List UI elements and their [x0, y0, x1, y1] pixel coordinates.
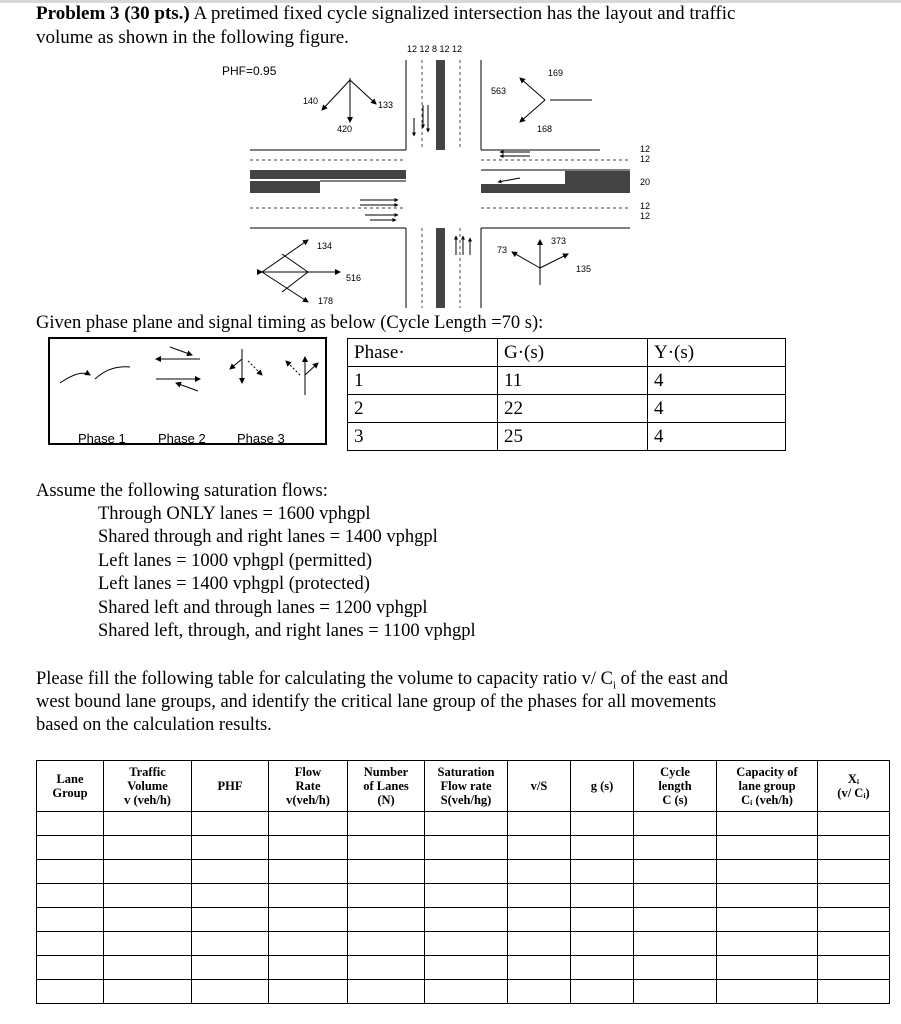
- calc-cell[interactable]: [425, 812, 508, 836]
- calc-cell[interactable]: [37, 884, 104, 908]
- calc-cell[interactable]: [104, 980, 192, 1004]
- wb-through-volume: 169: [548, 68, 564, 78]
- instructions-line2: west bound lane groups, and identify the critical lane group of the phases for all movements: [36, 692, 717, 712]
- calc-cell[interactable]: [571, 884, 634, 908]
- calc-cell[interactable]: [818, 836, 890, 860]
- calc-row: [37, 980, 890, 1004]
- nb-right-volume: 135: [576, 264, 592, 274]
- calc-cell[interactable]: [634, 884, 717, 908]
- calc-header-cell: [634, 761, 717, 812]
- timing-row: [348, 423, 786, 451]
- right-width-2: 12: [640, 154, 651, 164]
- calc-header-text: Saturation: [437, 765, 495, 779]
- calc-cell[interactable]: [104, 812, 192, 836]
- calc-cell[interactable]: [348, 812, 425, 836]
- calc-cell[interactable]: [269, 836, 348, 860]
- problem-heading: [36, 2, 886, 25]
- calc-cell[interactable]: [717, 980, 818, 1004]
- signal-timing-table: [347, 338, 786, 451]
- timing-cell: 11: [498, 367, 648, 395]
- calc-header-text: v/S: [530, 779, 548, 793]
- calc-cell[interactable]: [634, 932, 717, 956]
- calc-cell[interactable]: [37, 860, 104, 884]
- instructions-line1-subscript: i: [612, 679, 616, 692]
- west-median-left-lane: [250, 181, 320, 193]
- timing-cell: 4: [648, 395, 786, 423]
- eb-through-volume: 516: [346, 273, 362, 283]
- calc-header-row: [37, 761, 890, 812]
- calc-cell[interactable]: [348, 860, 425, 884]
- calc-row: [37, 860, 890, 884]
- sb-right-volume: 133: [378, 100, 394, 110]
- calc-cell[interactable]: [508, 980, 571, 1004]
- saturation-line: Through ONLY lanes = 1600 vphgpl: [98, 504, 371, 524]
- instructions-line1-end: of the east and: [616, 669, 728, 689]
- eb-right-volume: 178: [318, 296, 334, 306]
- calc-header-cell: [192, 761, 269, 812]
- nb-through-volume: 373: [551, 236, 567, 246]
- calc-header-cell: [508, 761, 571, 812]
- sb-left-volume: 140: [303, 96, 319, 106]
- calc-cell[interactable]: [634, 908, 717, 932]
- wb-left-volume: 563: [491, 86, 507, 96]
- calc-cell[interactable]: [818, 980, 890, 1004]
- calc-cell[interactable]: [571, 860, 634, 884]
- phase-plan-box: [48, 337, 327, 445]
- calc-cell[interactable]: [104, 860, 192, 884]
- calc-cell[interactable]: [634, 980, 717, 1004]
- calc-cell[interactable]: [192, 908, 269, 932]
- calc-cell[interactable]: [717, 956, 818, 980]
- timing-cell: 25: [498, 423, 648, 451]
- calc-header-text: g (s): [590, 779, 614, 793]
- calc-cell[interactable]: [37, 932, 104, 956]
- calc-row: [37, 956, 890, 980]
- wb-right-volume: 168: [537, 124, 553, 134]
- calc-cell[interactable]: [508, 932, 571, 956]
- calc-cell[interactable]: [717, 908, 818, 932]
- calc-header-text: length: [658, 779, 692, 793]
- calc-cell[interactable]: [104, 932, 192, 956]
- calc-header-text: (N): [377, 793, 395, 807]
- calculation-table: [36, 760, 890, 1004]
- timing-cell: 1: [348, 367, 498, 395]
- calc-cell[interactable]: [269, 812, 348, 836]
- west-median-top: [250, 170, 406, 179]
- north-median: [436, 60, 445, 150]
- calc-header-text: v (veh/h): [124, 793, 171, 807]
- calc-header-text: Number: [363, 765, 409, 779]
- calc-row: [37, 836, 890, 860]
- calc-header-text: Xᵢ: [847, 772, 860, 786]
- timing-cell: 2: [348, 395, 498, 423]
- calc-header-text: lane group: [738, 779, 796, 793]
- calc-cell[interactable]: [508, 812, 571, 836]
- calc-row: [37, 932, 890, 956]
- right-width-5: 12: [640, 211, 651, 221]
- calc-cell[interactable]: [818, 812, 890, 836]
- saturation-line: Shared through and right lanes = 1400 vphgpl: [98, 527, 438, 547]
- instructions-line1-text: Please fill the following table for calculating the volume to capacity ratio v/ C: [36, 669, 613, 689]
- calc-cell[interactable]: [425, 836, 508, 860]
- calc-header-cell: [717, 761, 818, 812]
- calc-cell[interactable]: [425, 980, 508, 1004]
- calc-header-cell: [269, 761, 348, 812]
- saturation-line: Shared left and through lanes = 1200 vphgpl: [98, 598, 428, 618]
- calc-cell[interactable]: [571, 932, 634, 956]
- calc-cell[interactable]: [425, 860, 508, 884]
- calc-cell[interactable]: [634, 860, 717, 884]
- calc-cell[interactable]: [104, 908, 192, 932]
- problem-number: Problem 3 (30 pts.): [36, 3, 190, 24]
- timing-row: [348, 395, 786, 423]
- calc-cell[interactable]: [192, 980, 269, 1004]
- calc-cell[interactable]: [425, 908, 508, 932]
- timing-header-yellow: Y·(s): [648, 339, 786, 367]
- calc-cell[interactable]: [634, 956, 717, 980]
- calc-cell[interactable]: [37, 812, 104, 836]
- timing-header-phase: Phase·: [348, 339, 498, 367]
- calc-row: [37, 908, 890, 932]
- eb-left-volume: 134: [317, 241, 333, 251]
- instructions-line3: based on the calculation results.: [36, 715, 272, 735]
- calc-cell[interactable]: [571, 908, 634, 932]
- east-median-bottom: [481, 184, 630, 193]
- calc-row: [37, 884, 890, 908]
- calc-header-cell: [818, 761, 890, 812]
- calc-cell[interactable]: [269, 980, 348, 1004]
- timing-caption: Given phase plane and signal timing as below (Cycle Length =70 s):: [36, 313, 544, 333]
- problem-intro-line1: A pretimed fixed cycle signalized intersection has the layout and traffic: [189, 3, 736, 24]
- timing-header-green: G·(s): [498, 339, 648, 367]
- calc-cell[interactable]: [192, 860, 269, 884]
- calc-header-text: Group: [52, 786, 88, 800]
- timing-cell: 22: [498, 395, 648, 423]
- calc-cell[interactable]: [717, 812, 818, 836]
- calc-cell[interactable]: [37, 956, 104, 980]
- calc-cell[interactable]: [269, 956, 348, 980]
- calc-cell[interactable]: [425, 956, 508, 980]
- calc-cell[interactable]: [348, 884, 425, 908]
- calc-cell[interactable]: [37, 908, 104, 932]
- calc-body: [37, 812, 890, 1004]
- timing-row: [348, 367, 786, 395]
- right-width-3: 20: [640, 177, 651, 187]
- calc-cell[interactable]: [508, 860, 571, 884]
- calc-cell[interactable]: [818, 860, 890, 884]
- calc-cell[interactable]: [269, 860, 348, 884]
- calc-header-text: Flow: [294, 765, 322, 779]
- calc-header-text: Cᵢ (veh/h): [741, 793, 793, 807]
- calc-cell[interactable]: [192, 932, 269, 956]
- phf-label: PHF=0.95: [222, 64, 277, 78]
- calc-cell[interactable]: [192, 836, 269, 860]
- saturation-line: Left lanes = 1000 vphgpl (permitted): [98, 551, 372, 571]
- calc-header-text: Rate: [295, 779, 321, 793]
- calc-cell[interactable]: [508, 956, 571, 980]
- calc-header-text: Capacity of: [736, 765, 798, 779]
- calc-header-cell: [348, 761, 425, 812]
- calc-cell[interactable]: [571, 956, 634, 980]
- phase-3-label: Phase 3: [237, 431, 285, 446]
- calc-cell[interactable]: [818, 956, 890, 980]
- intersection-figure: [200, 40, 670, 315]
- calc-cell[interactable]: [508, 908, 571, 932]
- calc-cell[interactable]: [269, 932, 348, 956]
- calc-cell[interactable]: [818, 932, 890, 956]
- calc-cell[interactable]: [269, 884, 348, 908]
- calc-cell[interactable]: [571, 980, 634, 1004]
- calc-cell[interactable]: [348, 908, 425, 932]
- calc-cell[interactable]: [37, 980, 104, 1004]
- calc-cell[interactable]: [425, 884, 508, 908]
- calc-cell[interactable]: [348, 980, 425, 1004]
- calc-cell[interactable]: [571, 812, 634, 836]
- calc-cell[interactable]: [717, 836, 818, 860]
- calc-cell[interactable]: [634, 812, 717, 836]
- calc-header-text: Traffic: [129, 765, 166, 779]
- timing-header-row: [348, 339, 786, 367]
- problem-intro-line2: volume as shown in the following figure.: [36, 27, 349, 48]
- calc-cell[interactable]: [717, 884, 818, 908]
- calc-header-cell: [425, 761, 508, 812]
- right-width-4: 12: [640, 201, 651, 211]
- calc-cell[interactable]: [717, 932, 818, 956]
- east-median-left-lane: [565, 171, 630, 185]
- calc-header-cell: [571, 761, 634, 812]
- lane-widths-label: 12 12 8 12 12: [407, 44, 463, 54]
- calc-cell[interactable]: [348, 836, 425, 860]
- saturation-line: Left lanes = 1400 vphgpl (protected): [98, 574, 370, 594]
- calc-header-text: (v/ Cᵢ): [837, 786, 870, 800]
- calc-cell[interactable]: [348, 932, 425, 956]
- calc-cell[interactable]: [104, 836, 192, 860]
- timing-cell: 3: [348, 423, 498, 451]
- calc-cell[interactable]: [508, 884, 571, 908]
- calc-cell[interactable]: [571, 836, 634, 860]
- calc-header-text: Flow rate: [440, 779, 492, 793]
- phase-arrows: [50, 339, 325, 429]
- saturation-line: Shared left, through, and right lanes = 1100 vphgpl: [98, 621, 476, 641]
- sb-through-volume: 420: [337, 124, 353, 134]
- calc-cell[interactable]: [634, 836, 717, 860]
- calc-cell[interactable]: [508, 836, 571, 860]
- calc-header-text: C (s): [662, 793, 688, 807]
- calc-cell[interactable]: [192, 956, 269, 980]
- nb-left-volume: 73: [497, 245, 508, 255]
- calc-cell[interactable]: [192, 884, 269, 908]
- right-width-1: 12: [640, 144, 651, 154]
- calc-cell[interactable]: [104, 884, 192, 908]
- timing-cell: 4: [648, 423, 786, 451]
- phase-1-label: Phase 1: [78, 431, 126, 446]
- timing-cell: 4: [648, 367, 786, 395]
- saturation-intro: Assume the following saturation flows:: [36, 481, 328, 501]
- calc-cell[interactable]: [104, 956, 192, 980]
- calc-header-text: Lane: [56, 772, 84, 786]
- calc-header-text: v(veh/h): [286, 793, 330, 807]
- calc-header-text: PHF: [217, 779, 243, 793]
- calc-cell[interactable]: [818, 884, 890, 908]
- calc-cell[interactable]: [192, 812, 269, 836]
- calc-cell[interactable]: [269, 908, 348, 932]
- calc-header-cell: [37, 761, 104, 812]
- calc-row: [37, 812, 890, 836]
- calc-cell[interactable]: [37, 836, 104, 860]
- calc-cell[interactable]: [348, 956, 425, 980]
- calc-header-text: Volume: [127, 779, 168, 793]
- calc-header-text: S(veh/hg): [440, 793, 492, 807]
- south-median: [436, 228, 445, 308]
- calc-cell[interactable]: [818, 908, 890, 932]
- calc-cell[interactable]: [425, 932, 508, 956]
- phase-2-label: Phase 2: [158, 431, 206, 446]
- calc-header-text: Cycle: [660, 765, 690, 779]
- calc-header-text: of Lanes: [363, 779, 409, 793]
- calc-header-cell: [104, 761, 192, 812]
- calc-cell[interactable]: [717, 860, 818, 884]
